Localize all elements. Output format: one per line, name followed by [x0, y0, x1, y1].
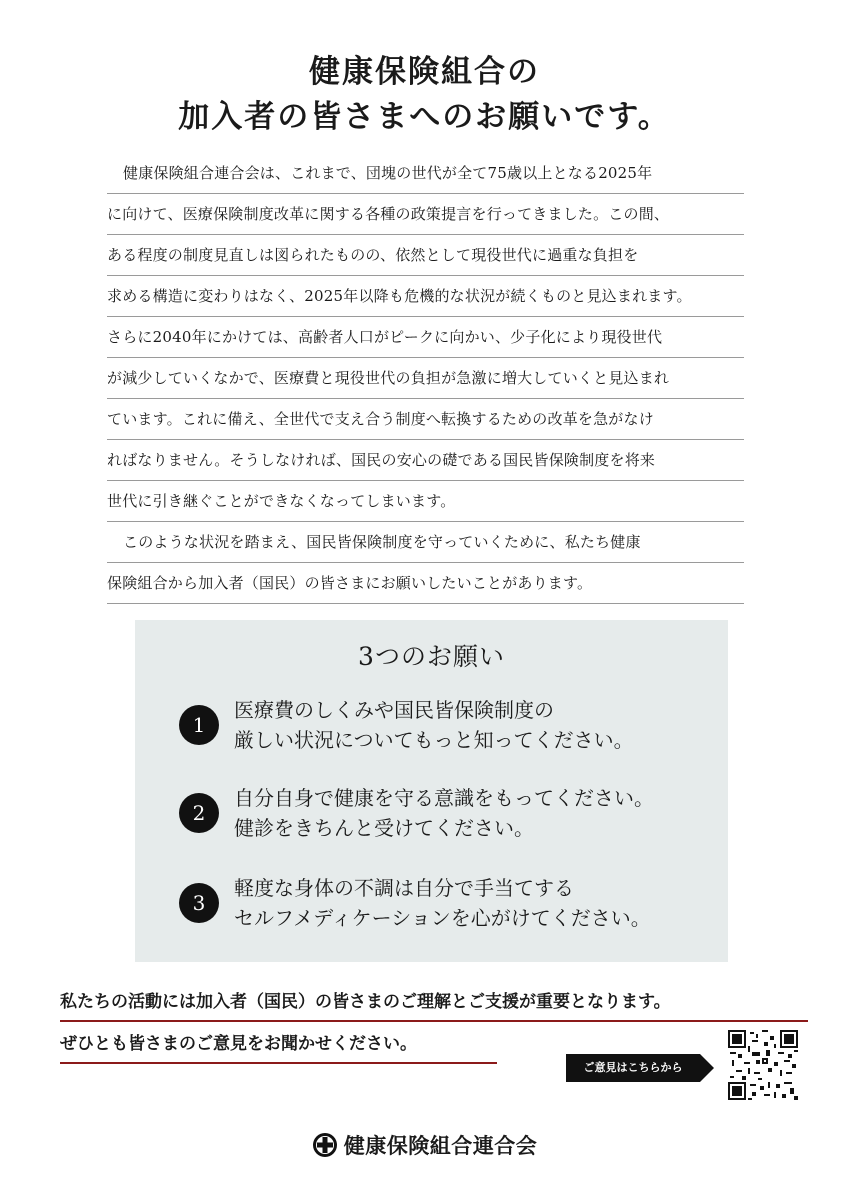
- request-text-line: 厳しい状況についてもっと知ってください。: [234, 728, 634, 752]
- request-item-3: [179, 873, 699, 933]
- page-title-line-1: 健康保険組合の: [309, 54, 540, 90]
- qr-code-icon[interactable]: [728, 1030, 798, 1100]
- intro-line: ています。これに備え、全世代で支え合う制度へ転換するための改革を急がなけ: [107, 399, 744, 440]
- intro-line: 保険組合から加入者（国民）の皆さまにお願いしたいことがあります。: [107, 563, 744, 604]
- requests-panel: [135, 620, 728, 962]
- intro-line: 健康保険組合連合会は、これまで、団塊の世代が全て75歳以上となる2025年: [107, 153, 744, 194]
- number-2-badge: 2: [179, 793, 219, 833]
- kenporen-logo-icon: [312, 1132, 338, 1158]
- intro-text: [107, 153, 744, 604]
- organization-name: 健康保険組合連合会: [343, 1134, 538, 1158]
- requests-heading: 3つのお願い: [358, 642, 505, 671]
- request-item-2: [179, 783, 699, 843]
- request-text-line: 軽度な身体の不調は自分で手当てする: [234, 876, 574, 900]
- request-text: [234, 873, 704, 933]
- intro-line: 求める構造に変わりはなく、2025年以降も危機的な状況が続くものと見込まれます。: [107, 276, 744, 317]
- intro-line: 世代に引き継ぐことができなくなってしまいます。: [107, 481, 744, 522]
- request-item-1: [179, 695, 699, 755]
- page-title-line-2: 加入者の皆さまへのお願いです。: [178, 99, 671, 135]
- number-3-badge: 3: [179, 883, 219, 923]
- number-1-badge: 1: [179, 705, 219, 745]
- appeal-text: [60, 988, 810, 1064]
- appeal-line-2: ぜひとも皆さまのご意見をお聞かせください。: [60, 1030, 497, 1064]
- intro-line: ればなりません。そうしなければ、国民の安心の礎である国民皆保険制度を将来: [107, 440, 744, 481]
- request-text: [234, 695, 704, 755]
- request-text-line: 医療費のしくみや国民皆保険制度の: [234, 698, 554, 722]
- appeal-line-1: 私たちの活動には加入者（国民）の皆さまのご理解とご支援が重要となります。: [60, 988, 808, 1022]
- request-text-line: セルフメディケーションを心がけてください。: [234, 906, 651, 930]
- page-title: [0, 50, 849, 140]
- intro-line: さらに2040年にかけては、高齢者人口がピークに向かい、少子化により現役世代: [107, 317, 744, 358]
- intro-line: に向けて、医療保険制度改革に関する各種の政策提言を行ってきました。この間、: [107, 194, 744, 235]
- request-text: [234, 783, 704, 843]
- opinion-button-label: ご意見はこちらから: [566, 1054, 700, 1082]
- intro-line: このような状況を踏まえ、国民皆保険制度を守っていくために、私たち健康: [107, 522, 744, 563]
- request-text-line: 自分自身で健康を守る意識をもってください。: [234, 786, 654, 810]
- request-text-line: 健診をきちんと受けてください。: [234, 816, 534, 840]
- arrow-right-icon: [700, 1054, 714, 1082]
- intro-line: ある程度の制度見直しは図られたものの、依然として現役世代に過重な負担を: [107, 235, 744, 276]
- footer: [0, 1125, 849, 1165]
- opinion-link-button[interactable]: [566, 1054, 714, 1082]
- intro-line: が減少していくなかで、医療費と現役世代の負担が急激に増大していくと見込まれ: [107, 358, 744, 399]
